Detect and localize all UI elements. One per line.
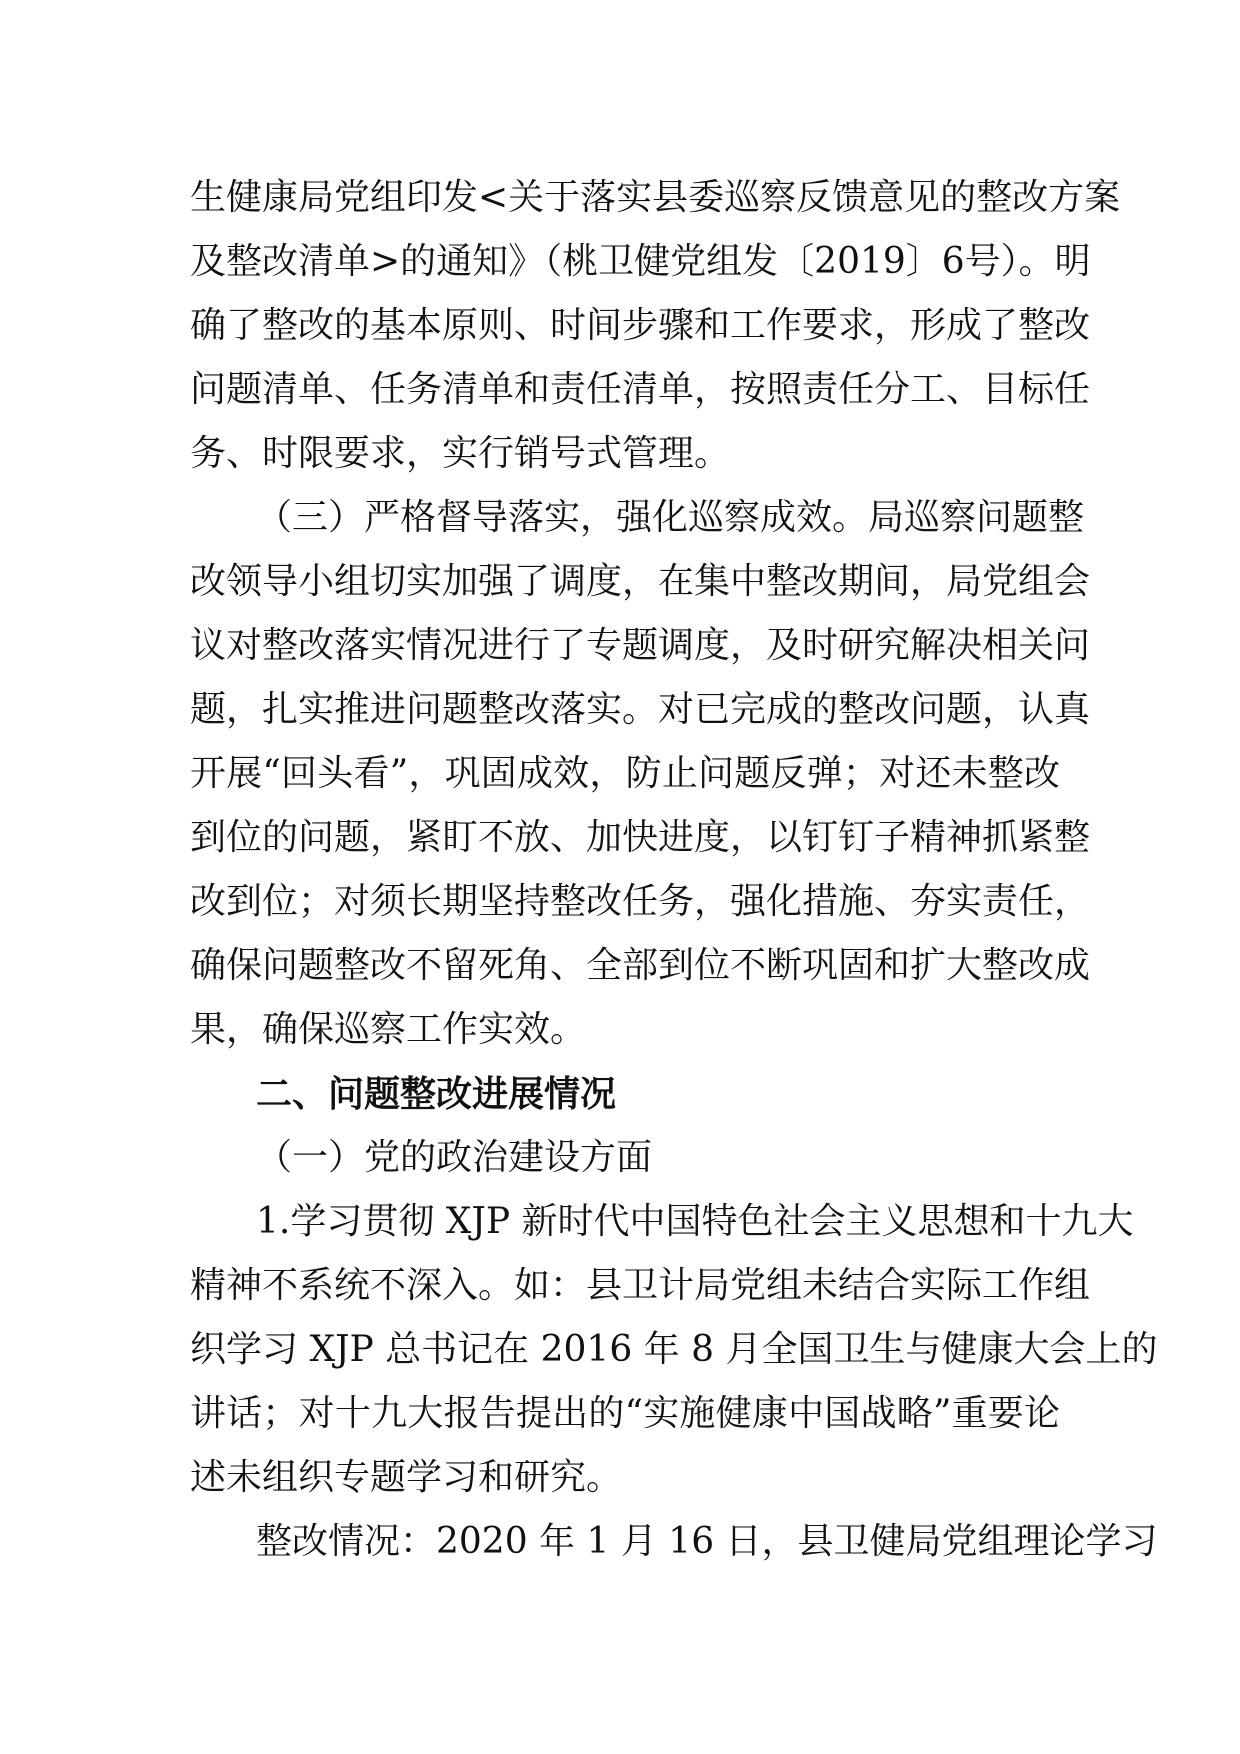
body-text-line: （三）严格督导落实，强化巡察成效。局巡察问题整	[256, 497, 1085, 538]
body-text-line: 问题清单、任务清单和责任清单，按照责任分工、目标任	[190, 369, 1091, 410]
body-text-line: 改到位；对须长期坚持整改任务，强化措施、夯实责任，	[190, 881, 1091, 922]
body-text-line: 改领导小组切实加强了调度，在集中整改期间，局党组会	[190, 561, 1091, 602]
body-text-line: 1.学习贯彻 XJP 新时代中国特色社会主义思想和十九大	[256, 1201, 1134, 1242]
body-text-line: 果，确保巡察工作实效。	[190, 1009, 587, 1050]
body-text-line: 生健康局党组印发<关于落实县委巡察反馈意见的整改方案	[190, 177, 1121, 218]
body-text-line: 整改情况：2020 年 1 月 16 日，县卫健局党组理论学习	[256, 1521, 1158, 1562]
body-text-line: 织学习 XJP 总书记在 2016 年 8 月全国卫生与健康大会上的	[190, 1329, 1158, 1370]
body-text-line: 议对整改落实情况进行了专题调度，及时研究解决相关问	[190, 625, 1091, 666]
body-text-line: 题，扎实推进问题整改落实。对已完成的整改问题，认真	[190, 689, 1091, 730]
subsection-heading: （一）党的政治建设方面	[256, 1137, 653, 1178]
body-text-line: 到位的问题，紧盯不放、加快进度，以钉钉子精神抓紧整	[190, 817, 1091, 858]
body-text-line: 开展“回头看”，巩固成效，防止问题反弹；对还未整改	[190, 753, 1060, 794]
body-text-line: 确了整改的基本原则、时间步骤和工作要求，形成了整改	[190, 305, 1091, 346]
body-text-line: 讲话；对十九大报告提出的“实施健康中国战略”重要论	[190, 1393, 1060, 1434]
body-text-line: 务、时限要求，实行销号式管理。	[190, 433, 731, 474]
section-heading: 二、问题整改进展情况	[256, 1073, 617, 1115]
body-text-line: 述未组织专题学习和研究。	[190, 1457, 623, 1498]
body-text-line: 及整改清单>的通知》（桃卫健党组发〔2019〕6号）。明	[190, 241, 1091, 282]
body-text-line: 确保问题整改不留死角、全部到位不断巩固和扩大整改成	[190, 945, 1091, 986]
body-text-line: 精神不系统不深入。如：县卫计局党组未结合实际工作组	[190, 1265, 1091, 1306]
